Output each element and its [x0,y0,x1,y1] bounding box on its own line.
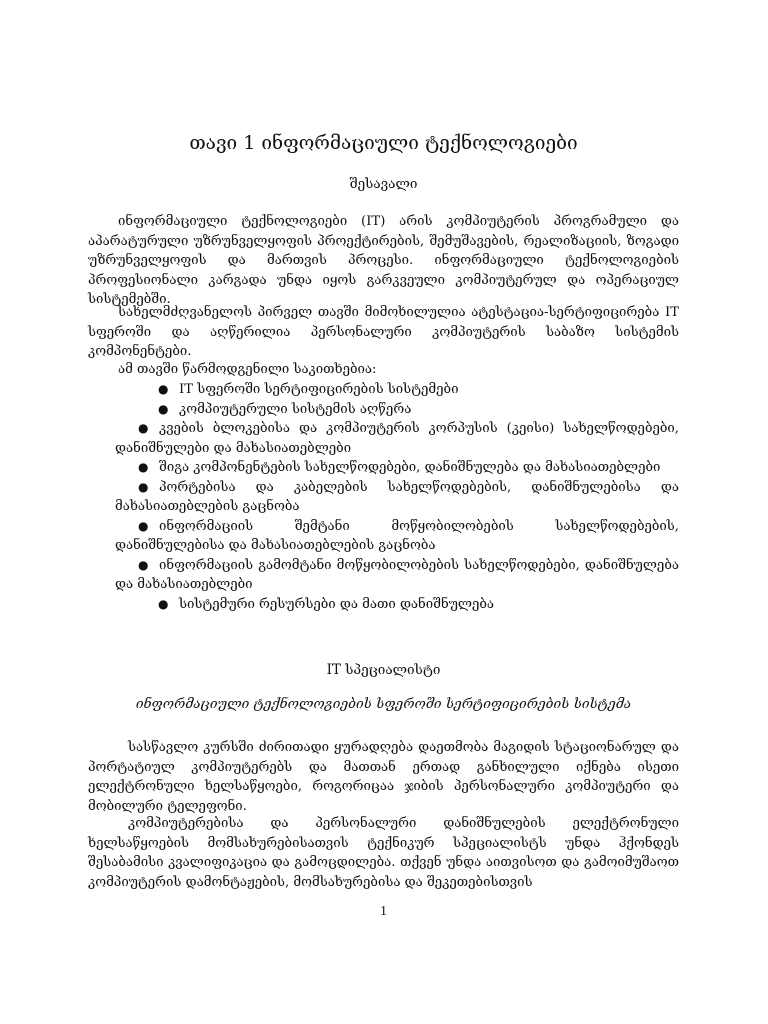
topics-list [88,380,679,614]
section-heading: IT სპეციალისტი [326,662,441,678]
bullet-icon: ● [138,460,149,474]
paragraph-5: კომპიუტერებისა და პერსონალური დანიშნულების ელექტრონული ხელსაწყოების მომსახურებისათვის ტექნიკურ სპეციალისტს უნდა ჰქონდეს შესაბამისი კვალიფიკაცია და გამოცდილება. თქვენ უნდა აითვისოთ და გამოიმუშაოთ კომპიუტერის დამონტაჟების, მომსახურებისა და შეკეთებისთვის [88,816,679,890]
bullet-icon: ● [158,596,169,611]
paragraph-2: სახელმძღვანელოს პირველ თავში მიმოხილულია ატესტაცია-სერტიფიცირება IT სფეროში და აღწერილია პერსონალური კომპიუტერის საბაზო სისტემის კომპონენტები. [88,305,679,359]
list-item: ● ინფორმაციის შემტანი მოწყობილობების სახელწოდებების, დანიშნულებისა და მახასიათებლების გაცნობა [115,518,679,553]
bullet-icon: ● [158,382,169,396]
list-item: ● პორტებისა და კაბელების სახელწოდებების, დანიშნულებისა და მახასიათებლების გაცნობა [115,479,679,514]
paragraph-1: ინფორმაციული ტექნოლოგიები (IT) არის კომპიუტერის პროგრამული და აპარატურული უზრუნველყოფის პროექტირების, შემუშავების, რეალიზაციის, ზოგადი უზრუნველყოფის და მართვის პროცესი. ინფორმაციული ტექნოლოგიების პროფესიონალი კარგადა უნდა იყოს გარკვეული კომპიუტერულ და ოპერაციულ სისტემებში. [88,214,679,307]
bullet-icon: ● [138,479,149,494]
list-item: ● ინფორმაციის გამომტანი მოწყობილობების სახელწოდებები, დანიშნულება და მახასიათებლები [115,557,679,592]
list-item: ● კვების ბლოკებისა და კომპიუტერის კორპუსის (კეისი) სახელწოდებები, დანიშნულები და მახასიათებლები [115,421,679,456]
section-subheading: ინფორმაციული ტექნოლოგიების სფეროში სერტიფიცირების სისტემა [135,696,632,712]
paragraph-3: ამ თავში წარმოდგენილი საკითხებია: [118,362,377,377]
list-item: ● IT სფეროში სერტიფიცირების სისტემები [88,380,679,400]
list-item: ● კომპიუტერული სისტემის აღწერა [88,400,679,420]
bullet-icon: ● [138,518,149,533]
paragraph-4: სასწავლო კურსში ძირითადი ყურადღება დაეთმობა მაგიდის სტაციონარულ და პორტატიულ კომპიუტერებს და მათთან ერთად განხილული იქნება ისეთი ელექტრონული ხელსაწყოები, როგორიცაა ჯიბის პერსონალური კომპიუტერი და მობილური ტელეფონი. [88,740,679,814]
chapter-title: თავი 1 ინფორმაციული ტექნოლოგიები [189,132,578,154]
intro-heading: შესავალი [349,176,418,192]
list-item: ● სისტემური რესურსები და მათი დანიშნულება [88,595,679,615]
document-page [88,0,679,1024]
list-item: ● შიგა კომპონენტების სახელწოდებები, დანიშნულება და მახასიათებლები [88,458,679,478]
bullet-icon: ● [158,401,169,416]
bullet-icon: ● [138,421,149,435]
page-number: 1 [380,904,387,919]
bullet-icon: ● [138,557,149,572]
